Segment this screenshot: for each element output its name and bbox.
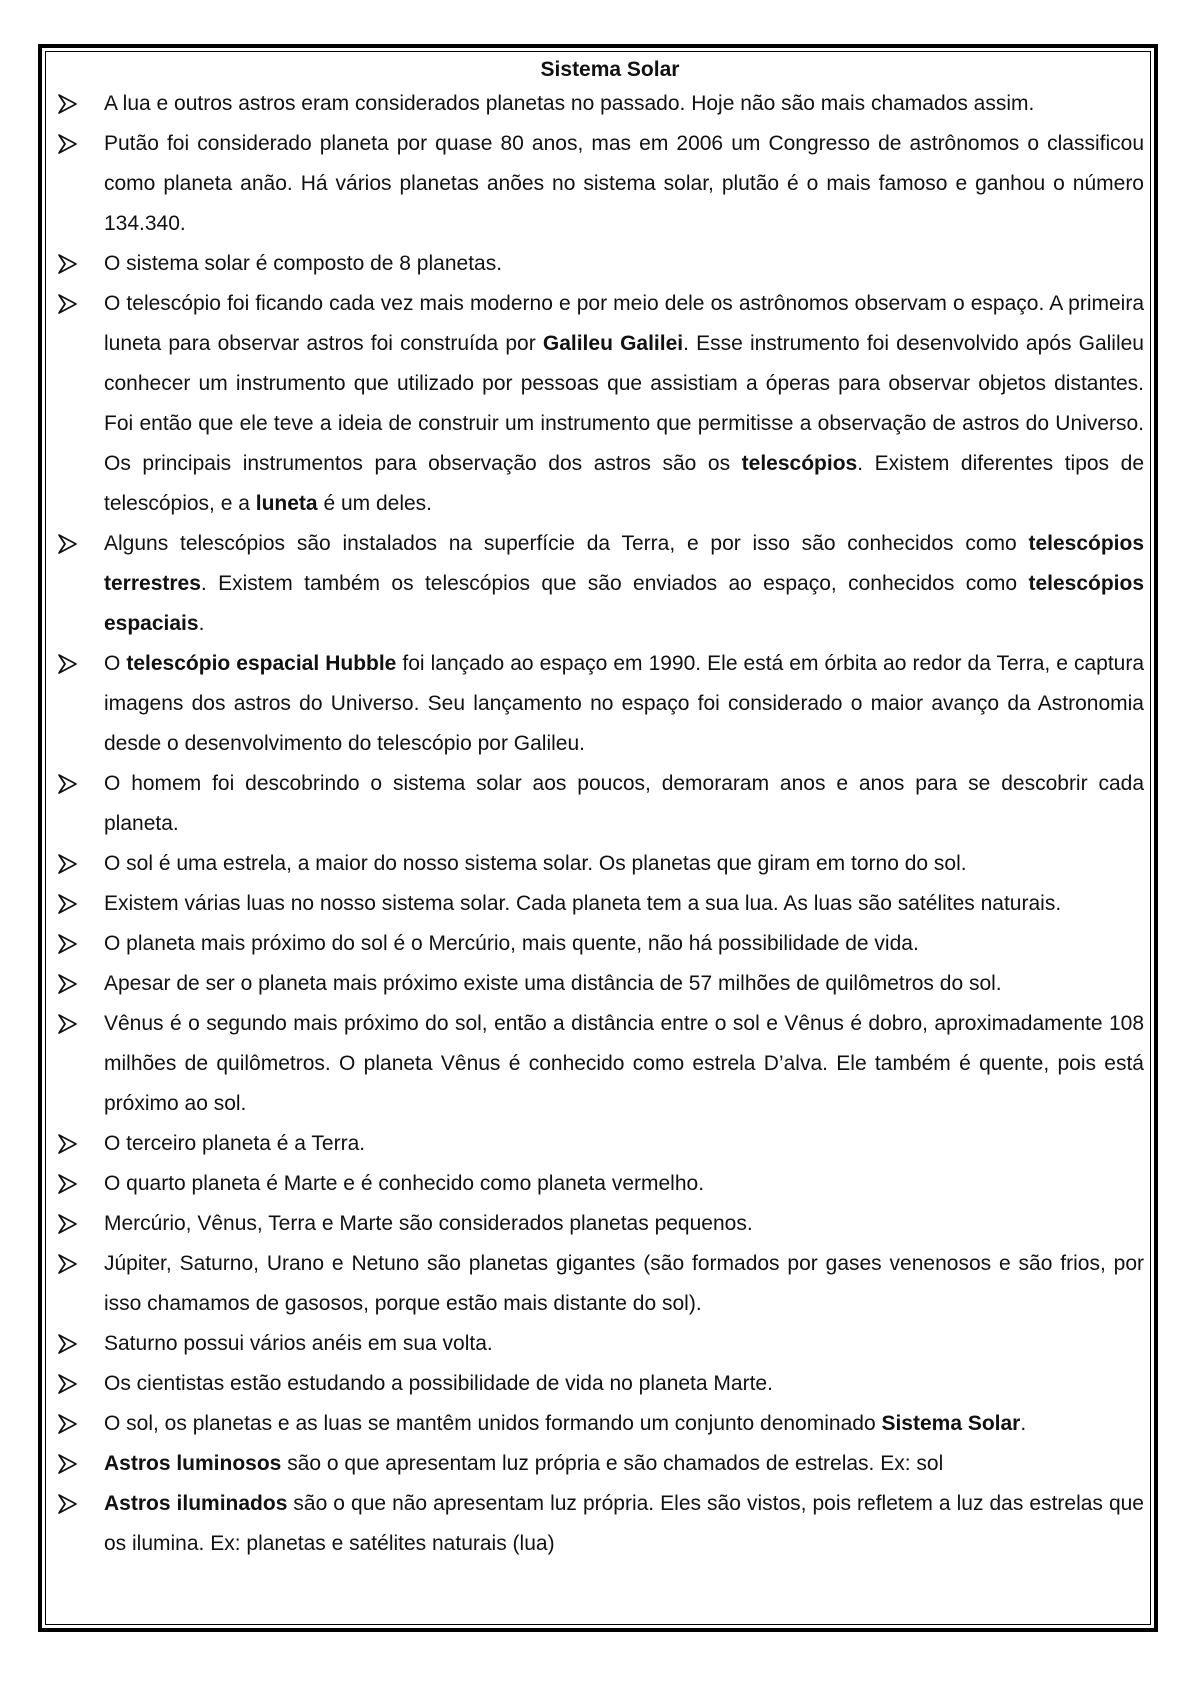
- text-segment: O terceiro planeta é a Terra.: [104, 1132, 366, 1155]
- list-item: [58, 844, 1144, 884]
- arrow-bullet-icon: [58, 534, 77, 554]
- list-item: [58, 1244, 1144, 1324]
- text-segment: . Esse instrumento foi desenvolvido após Galileu conhecer um instrumento que utilizado por pessoas que assistiam a óperas para observar objetos distantes. Foi então que ele teve a ideia de construir um instrumento que permitisse a observação de astros do Universo. Os principais instrumentos para observação dos astros são os: [104, 332, 1144, 475]
- text-segment: são o que não apresentam luz própria. Eles são vistos, pois refletem a luz das estrelas que os ilumina. Ex: planetas e satélites naturais (lua): [104, 1492, 1144, 1555]
- arrow-bullet-icon: [58, 934, 77, 954]
- list-item: [58, 1164, 1144, 1204]
- arrow-bullet-icon: [58, 1414, 77, 1434]
- list-item: [58, 1004, 1144, 1124]
- bold-text: Sistema Solar: [881, 1412, 1021, 1435]
- list-item: [58, 524, 1144, 644]
- arrow-bullet-icon: [58, 1334, 77, 1354]
- arrow-bullet-icon: [58, 94, 77, 114]
- text-segment: Existem várias luas no nosso sistema solar. Cada planeta tem a sua lua. As luas são satélites naturais.: [104, 892, 1062, 915]
- text-segment: . Existem diferentes tipos de telescópios, e a: [104, 452, 1144, 515]
- bold-text: telescópios terrestres: [104, 532, 1144, 595]
- text-segment: Os cientistas estão estudando a possibilidade de vida no planeta Marte.: [104, 1372, 773, 1395]
- text-segment: Vênus é o segundo mais próximo do sol, então a distância entre o sol e Vênus é dobro, aproximadamente 108 milhões de quilômetros. O planeta Vênus é conhecido como estrela D’alva. Ele também é quente, pois está próximo ao sol.: [104, 1012, 1144, 1115]
- text-segment: Alguns telescópios são instalados na superfície da Terra, e por isso são conhecidos como: [104, 532, 1029, 555]
- text-segment: Putão foi considerado planeta por quase 80 anos, mas em 2006 um Congresso de astrônomos o classificou como planeta anão. Há vários planetas anões no sistema solar, plutão é o mais famoso e ganhou o número 134.340.: [104, 132, 1144, 235]
- text-segment: foi lançado ao espaço em 1990. Ele está em órbita ao redor da Terra, e captura imagens dos astros do Universo. Seu lançamento no espaço foi considerado o maior avanço da Astronomia desde o desenvolvimento do telescópio por Galileu.: [104, 652, 1145, 755]
- arrow-bullet-icon: [58, 1174, 77, 1194]
- page-border-outer: [38, 44, 1158, 1632]
- list-item: [58, 1444, 1144, 1484]
- list-item: [58, 1124, 1144, 1164]
- list-item: [58, 1404, 1144, 1444]
- page-title: Sistema Solar: [540, 58, 680, 81]
- arrow-bullet-icon: [58, 974, 77, 994]
- list-item: [58, 764, 1144, 844]
- list-item: [58, 644, 1144, 764]
- bullet-list: [58, 84, 1144, 1564]
- text-segment: Apesar de ser o planeta mais próximo existe uma distância de 57 milhões de quilômetros do sol.: [104, 972, 1002, 995]
- bold-text: luneta: [255, 492, 318, 515]
- text-segment: Júpiter, Saturno, Urano e Netuno são planetas gigantes (são formados por gases venenosos e são frios, por isso chamamos de gasosos, porque estão mais distante do sol).: [104, 1252, 1144, 1315]
- text-segment: O sol é uma estrela, a maior do nosso sistema solar. Os planetas que giram em torno do sol.: [104, 852, 967, 875]
- arrow-bullet-icon: [58, 854, 77, 874]
- bold-text: telescópio espacial Hubble: [126, 652, 397, 675]
- arrow-bullet-icon: [58, 1494, 77, 1514]
- list-item: [58, 964, 1144, 1004]
- text-segment: O telescópio foi ficando cada vez mais moderno e por meio dele os astrônomos observam o espaço. A primeira luneta para observar astros foi construída por: [104, 292, 1144, 355]
- text-segment: .: [1020, 1412, 1027, 1435]
- arrow-bullet-icon: [58, 654, 77, 674]
- list-item: [58, 884, 1144, 924]
- text-segment: é um deles.: [317, 492, 433, 515]
- arrow-bullet-icon: [58, 1254, 77, 1274]
- arrow-bullet-icon: [58, 1454, 77, 1474]
- list-item: [58, 1484, 1144, 1564]
- bold-text: Astros luminosos: [104, 1452, 282, 1475]
- text-segment: .: [198, 612, 205, 635]
- list-item: [58, 1324, 1144, 1364]
- arrow-bullet-icon: [58, 894, 77, 914]
- list-item: [58, 284, 1144, 524]
- arrow-bullet-icon: [58, 294, 77, 314]
- text-segment: A lua e outros astros eram considerados planetas no passado. Hoje não são mais chamados assim.: [104, 92, 1035, 115]
- list-item: [58, 1204, 1144, 1244]
- arrow-bullet-icon: [58, 1214, 77, 1234]
- text-segment: são o que apresentam luz própria e são chamados de estrelas. Ex: sol: [281, 1452, 944, 1475]
- bold-text: Astros iluminados: [104, 1492, 288, 1515]
- list-item: [58, 924, 1144, 964]
- arrow-bullet-icon: [58, 1134, 77, 1154]
- text-segment: . Existem também os telescópios que são enviados ao espaço, conhecidos como: [200, 572, 1029, 595]
- arrow-bullet-icon: [58, 134, 77, 154]
- bold-text: telescópios: [741, 452, 858, 475]
- arrow-bullet-icon: [58, 254, 77, 274]
- arrow-bullet-icon: [58, 1374, 77, 1394]
- list-item: [58, 244, 1144, 284]
- bold-text: Galileu Galilei: [542, 332, 684, 355]
- text-segment: Mercúrio, Vênus, Terra e Marte são considerados planetas pequenos.: [104, 1212, 753, 1235]
- text-segment: O quarto planeta é Marte e é conhecido como planeta vermelho.: [104, 1172, 705, 1195]
- text-segment: O planeta mais próximo do sol é o Mercúrio, mais quente, não há possibilidade de vida.: [104, 932, 919, 955]
- text-segment: O sistema solar é composto de 8 planetas.: [104, 252, 503, 275]
- text-segment: O: [104, 652, 127, 675]
- page-border-inner: [45, 51, 1151, 1625]
- arrow-bullet-icon: [58, 774, 77, 794]
- list-item: [58, 1364, 1144, 1404]
- list-item: [58, 124, 1144, 244]
- text-segment: O homem foi descobrindo o sistema solar aos poucos, demoraram anos e anos para se descobrir cada planeta.: [104, 772, 1144, 835]
- bold-text: telescópios espaciais: [104, 572, 1144, 635]
- arrow-bullet-icon: [58, 1014, 77, 1034]
- list-item: [58, 84, 1144, 124]
- text-segment: O sol, os planetas e as luas se mantêm unidos formando um conjunto denominado: [104, 1412, 882, 1435]
- text-segment: Saturno possui vários anéis em sua volta.: [104, 1332, 493, 1355]
